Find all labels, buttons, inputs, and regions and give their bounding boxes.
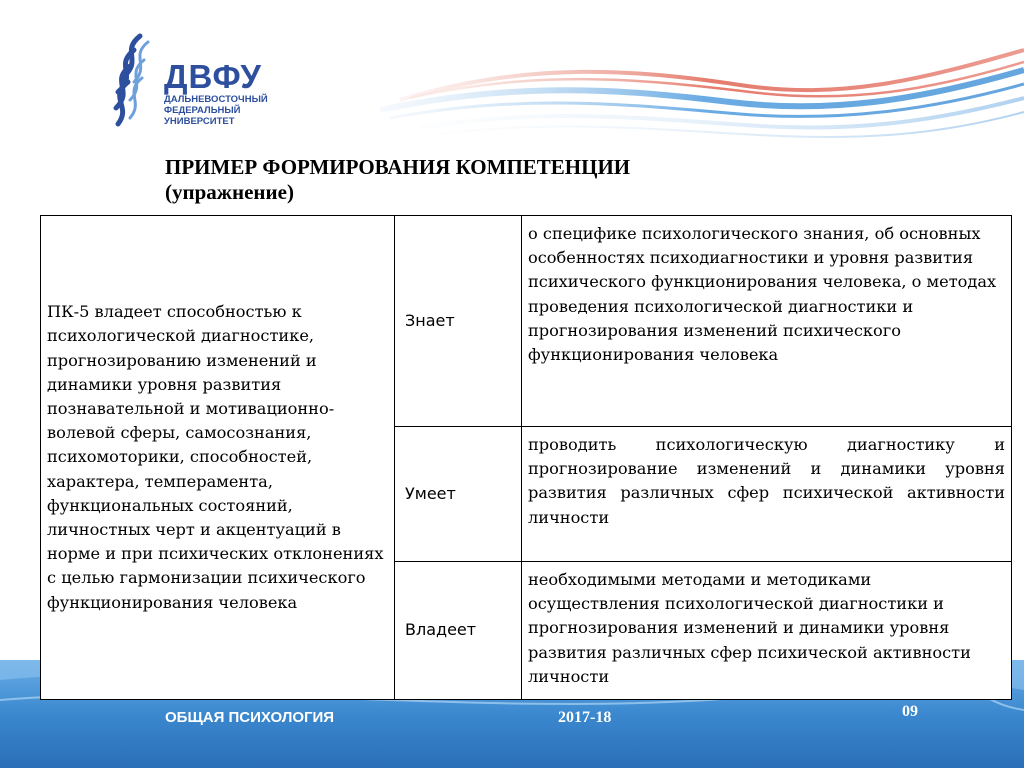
footer-year: 2017-18 (558, 709, 612, 726)
decorative-waves (380, 40, 1024, 140)
description-cell-can: проводить психологическую диагностику и прогнозирование изменений и динамики уровня развития различных сфер психической активности личности (522, 427, 1012, 562)
title-line-1: ПРИМЕР ФОРМИРОВАНИЯ КОМПЕТЕНЦИИ (165, 155, 631, 179)
logo-name: ДВФУ (164, 58, 262, 95)
title-line-2: (упражнение) (165, 180, 294, 204)
competence-table (40, 215, 1012, 700)
logo-subtitle (164, 94, 274, 127)
level-cell-masters: Владеет (395, 562, 522, 700)
level-cell-knows: Знает (395, 216, 522, 427)
logo-subtitle-line: ДАЛЬНЕВОСТОЧНЫЙ (164, 94, 268, 105)
logo-subtitle-line: УНИВЕРСИТЕТ (164, 116, 235, 127)
logo-subtitle-line: ФЕДЕРАЛЬНЫЙ (164, 105, 241, 116)
page-number: 09 (902, 703, 918, 720)
level-cell-can: Умеет (395, 427, 522, 562)
footer-subject: ОБЩАЯ ПСИХОЛОГИЯ (165, 709, 335, 726)
competence-cell: ПК-5 владеет способностью к психологической диагностике, прогнозированию изменений и динамики уровня развития познавательной и мотивационно-волевой сферы, самосознания, психомоторики, способностей, характера, темперамента, функциональных состояний, личностных черт и акцентуаций в норме и при психических отклонениях с целью гармонизации психического функционирования человека (41, 216, 395, 700)
table-row (41, 216, 1012, 427)
description-cell-masters: необходимыми методами и методиками осуществления психологической диагностики и прогнозирования изменений и динамики уровня развития различных сфер психической активности личности (522, 562, 1012, 700)
slide-title (165, 155, 630, 205)
description-cell-knows: о специфике психологического знания, об основных особенностях психодиагностики и уровня развития психического функционирования человека, о методах проведения психологической диагностики и прогнозирования изменений психического функционирования человека (522, 216, 1012, 427)
